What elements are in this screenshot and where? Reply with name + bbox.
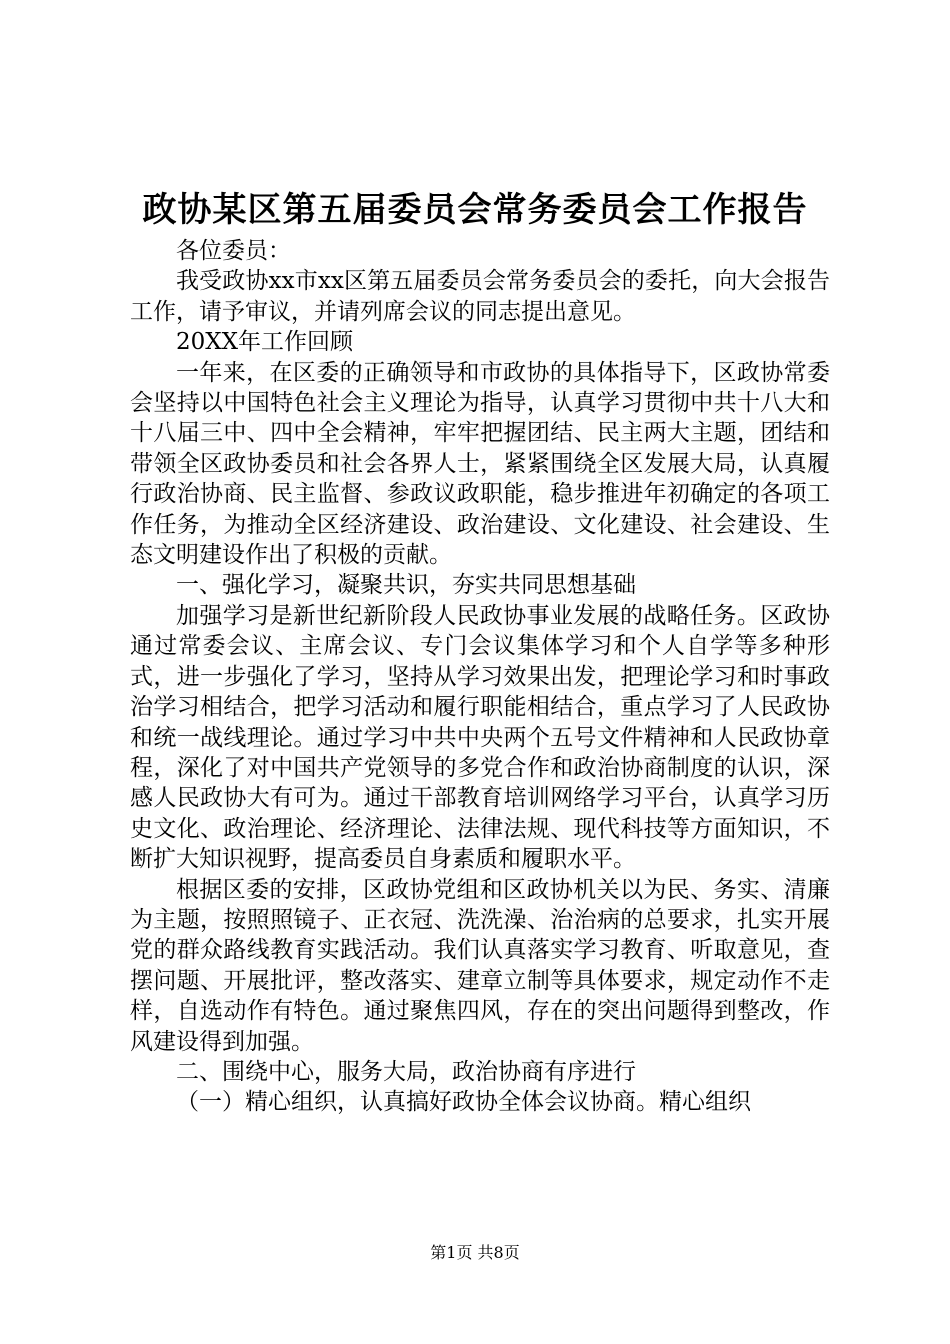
section-heading: 二、围绕中心，服务大局，政治协商有序进行 xyxy=(176,1058,636,1085)
paragraph: 加强学习是新世纪新阶段人民政协事业发展的战略任务。区政协通过常委会议、主席会议、专门会议集体学习和个人自学等多种形式，进一步强化了学习，坚持从学习效果出发，把理论学习和时事政治学习相结合，把学习活动和履行职能相结合，重点学习了人民政协和统一战线理论。通过学习中共中央两个五号文件精神和人民政协章程，深化了对中国共产党领导的多党合作和政治协商制度的认识，深感人民政协大有可为。通过干部教育培训网络学习平台，认真学习历史文化、政治理论、经济理论、法律法规、现代科技等方面知识，不断扩大知识视野，提高委员自身素质和履职水平。 xyxy=(130,602,830,873)
paragraph: 我受政协xx市xx区第五届委员会常务委员会的委托，向大会报告工作，请予审议，并请列席会议的同志提出意见。 xyxy=(130,268,830,325)
page-number: 第1页 共8页 xyxy=(430,1243,520,1262)
paragraph: （一）精心组织，认真搞好政协全体会议协商。精心组织 xyxy=(176,1089,751,1116)
document-title: 政协某区第五届委员会常务委员会工作报告 xyxy=(142,190,808,230)
paragraph: 一年来，在区委的正确领导和市政协的具体指导下，区政协常委会坚持以中国特色社会主义理论为指导，认真学习贯彻中共十八大和十八届三中、四中全会精神，牢牢把握团结、民主两大主题，团结和带领全区政协委员和社会各界人士，紧紧围绕全区发展大局，认真履行政治协商、民主监督、参政议政职能，稳步推进年初确定的各项工作任务，为推动全区经济建设、政治建设、文化建设、社会建设、生态文明建设作出了积极的贡献。 xyxy=(130,359,830,569)
section-heading: 20XX年工作回顾 xyxy=(176,329,354,356)
document-body xyxy=(130,236,830,1118)
section-heading: 一、强化学习，凝聚共识，夯实共同思想基础 xyxy=(176,572,636,599)
salutation: 各位委员： xyxy=(176,238,291,264)
paragraph: 根据区委的安排，区政协党组和区政协机关以为民、务实、清廉为主题，按照照镜子、正衣冠、洗洗澡、治治病的总要求，扎实开展党的群众路线教育实践活动。我们认真落实学习教育、听取意见，查摆问题、开展批评，整改落实、建章立制等具体要求，规定动作不走样，自选动作有特色。通过聚焦四风，存在的突出问题得到整改，作风建设得到加强。 xyxy=(130,876,830,1055)
